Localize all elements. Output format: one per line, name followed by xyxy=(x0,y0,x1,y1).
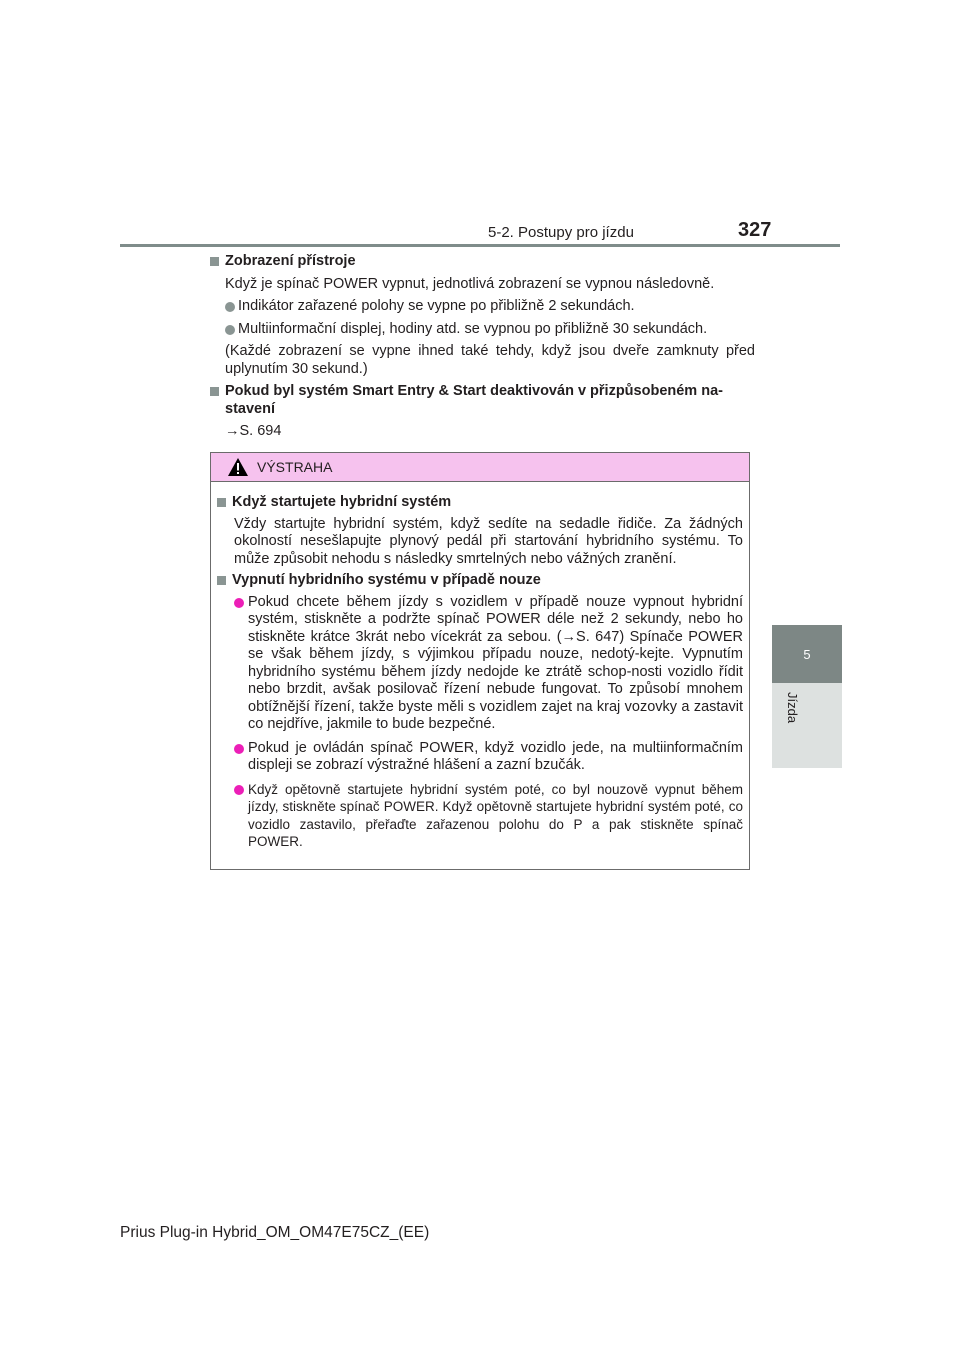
circle-bullet-icon xyxy=(225,325,235,335)
chapter-tab-label: Jízda xyxy=(785,692,800,724)
list-item xyxy=(210,298,755,316)
warning-section-heading xyxy=(217,494,743,512)
page-reference: →S. 694 xyxy=(225,423,282,439)
chapter-tab xyxy=(772,625,842,683)
list-item-text: Multiinformační displej, hodiny atd. se vypnou po přibližně 30 sekundách. xyxy=(238,320,708,337)
warning-header xyxy=(211,453,749,482)
square-bullet-icon xyxy=(210,257,219,266)
warning-body xyxy=(211,482,749,851)
warning-paragraph: Vždy startujte hybridní systém, když sedíte na sedadle řidiče. Za žádných okolností nesešlapujte plynový pedál při startování hybridního systému. To může způsobit nehodu s následky smrtelných nebo vážných zranění. xyxy=(234,515,743,567)
section-heading-text: Pokud byl systém Smart Entry & Start deaktivován v přizpůsobeném na-stavení xyxy=(225,383,723,417)
section-heading xyxy=(210,253,755,271)
paragraph: Když je spínač POWER vypnut, jednotlivá zobrazení se vypnou následovně. xyxy=(225,275,715,292)
square-bullet-icon xyxy=(210,387,219,396)
warning-triangle-icon xyxy=(227,457,249,477)
main-content xyxy=(210,253,755,441)
warning-list-item-text: Když opětovně startujete hybridní systém poté, co byl nouzově vypnut během jízdy, stiskněte spínač POWER. Když opětovně startujete hybridní systém poté, co vozidlo zastavilo, přeřaďte zařazenou polohu do P a pak stiskněte spínač POWER. xyxy=(248,781,743,849)
header-divider xyxy=(120,244,840,247)
square-bullet-icon xyxy=(217,498,226,507)
circle-bullet-icon xyxy=(234,744,244,754)
warning-title: VÝSTRAHA xyxy=(257,459,333,475)
header-section-title: 5-2. Postupy pro jízdu xyxy=(488,224,634,241)
warning-list-item-text: Pokud je ovládán spínač POWER, když vozidlo jede, na multiinformačním displeji se zobrazí výstražné hlášení a zazní bzučák. xyxy=(248,739,743,773)
page-number: 327 xyxy=(738,219,772,241)
warning-list-item xyxy=(217,594,743,734)
warning-section-heading-text: Vypnutí hybridního systému v případě nouze xyxy=(232,572,541,588)
warning-section-heading xyxy=(217,572,743,590)
section-heading-text: Zobrazení přístroje xyxy=(225,253,356,269)
warning-list-item xyxy=(217,781,743,851)
chapter-tab-number: 5 xyxy=(803,646,811,662)
note-paragraph: (Každé zobrazení se vypne ihned také tehdy, když jsou dveře zamknuty před uplynutím 30 sekund.) xyxy=(225,343,755,377)
section-heading xyxy=(210,383,755,418)
chapter-tab-strip xyxy=(772,683,842,768)
warning-section-heading-text: Když startujete hybridní systém xyxy=(232,494,452,510)
warning-list-item-text: Pokud chcete během jízdy s vozidlem v případě nouze vypnout hybridní systém, stiskněte a podržte spínač POWER déle než 2 sekundy, nebo ho stiskněte krátce 3krát nebo vícekrát za sebou. (→S. 647) Spínače POWER se však během jízdy, s výjimkou případu nouze, nedotý-kejte. Vypnutím hybridního systému během jízdy nedojde ke ztrátě schop-nosti vozidlo řídit nebo brzdit, avšak posilovač řízení nebude fungovat. To způsobí mnohem obtížnější řízení, takže byste měli s vozidlem zajet na kraj vozovky a zastavit co nejdříve, jakmile to bude bezpečné. xyxy=(248,593,743,732)
circle-bullet-icon xyxy=(234,785,244,795)
warning-box xyxy=(210,452,750,870)
warning-list-item xyxy=(217,740,743,775)
circle-bullet-icon xyxy=(225,302,235,312)
circle-bullet-icon xyxy=(234,598,244,608)
list-item-text: Indikátor zařazené polohy se vypne po přibližně 2 sekundách. xyxy=(238,298,635,314)
footer-document-id: Prius Plug-in Hybrid_OM_OM47E75CZ_(EE) xyxy=(120,1224,430,1241)
list-item xyxy=(210,321,755,339)
square-bullet-icon xyxy=(217,576,226,585)
